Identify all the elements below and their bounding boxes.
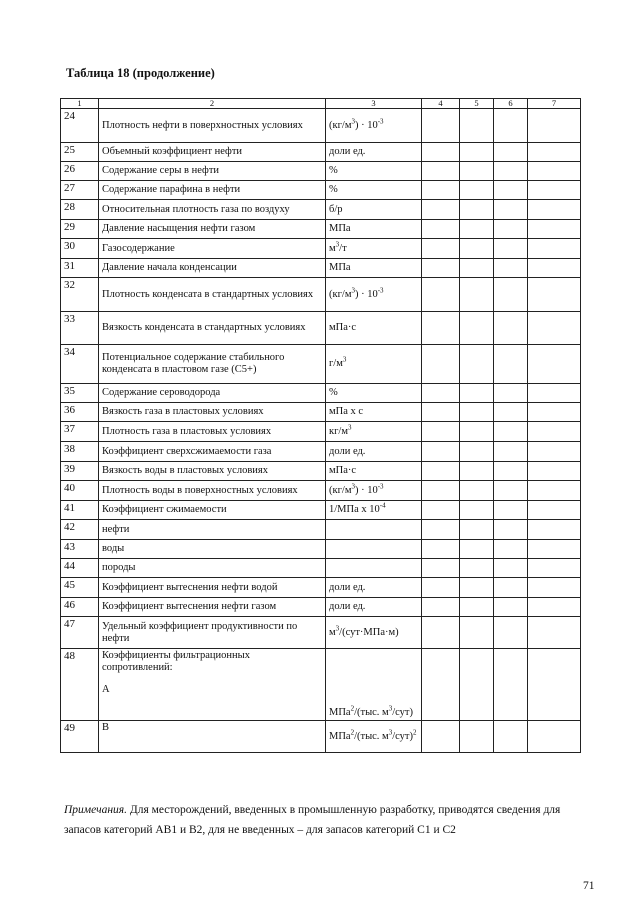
empty-value-cell: [422, 540, 460, 559]
unit-text: доли ед.: [329, 146, 366, 157]
table-row: [61, 578, 581, 598]
empty-value-cell: [494, 540, 528, 559]
parameter-name: Давление начала конденсации: [99, 259, 326, 278]
table-row: [61, 181, 581, 200]
table-row: [61, 384, 581, 403]
empty-value-cell: [528, 578, 581, 598]
unit-cell: [326, 617, 422, 649]
unit-cell: [326, 721, 422, 753]
empty-value-cell: [422, 617, 460, 649]
table-header-row: [61, 99, 581, 109]
parameter-name: Удельный коэффициент продуктивности по нефти: [99, 617, 326, 649]
unit-text: МПа: [329, 262, 351, 273]
empty-value-cell: [460, 200, 494, 220]
unit-cell: [326, 384, 422, 403]
empty-value-cell: [422, 649, 460, 721]
table-row: [61, 259, 581, 278]
unit-cell: [326, 345, 422, 384]
empty-value-cell: [422, 312, 460, 345]
parameter-name: Вязкость конденсата в стандартных условиях: [99, 312, 326, 345]
table-row: [61, 239, 581, 259]
unit-text: 1/МПа x $10^{-4}$: [329, 501, 386, 515]
properties-table: [60, 98, 581, 753]
empty-value-cell: [422, 559, 460, 578]
empty-value-cell: [494, 442, 528, 462]
empty-value-cell: [460, 109, 494, 143]
unit-text: мПа x с: [329, 406, 364, 417]
parameter-name: Плотность нефти в поверхностных условиях: [99, 109, 326, 143]
unit-cell: [326, 239, 422, 259]
empty-value-cell: [494, 162, 528, 181]
page-number: 71: [583, 880, 595, 892]
header-cell: 5: [460, 99, 494, 109]
row-number: 28: [61, 200, 99, 220]
table-row: [61, 721, 581, 753]
header-cell: 3: [326, 99, 422, 109]
row-number: 29: [61, 220, 99, 239]
empty-value-cell: [460, 501, 494, 520]
parameter-name: Относительная плотность газа по воздуху: [99, 200, 326, 220]
empty-value-cell: [494, 462, 528, 481]
empty-value-cell: [460, 143, 494, 162]
row-number: 48: [61, 649, 99, 721]
empty-value-cell: [494, 239, 528, 259]
unit-text: %: [329, 184, 338, 195]
parameter-name: Вязкость воды в пластовых условиях: [99, 462, 326, 481]
empty-value-cell: [460, 312, 494, 345]
empty-value-cell: [460, 442, 494, 462]
unit-cell: [326, 143, 422, 162]
empty-value-cell: [528, 181, 581, 200]
unit-cell: [326, 520, 422, 540]
empty-value-cell: [460, 540, 494, 559]
empty-value-cell: [494, 598, 528, 617]
table-row: [61, 598, 581, 617]
row-number: 37: [61, 422, 99, 442]
row-number: 40: [61, 481, 99, 501]
table-row: [61, 109, 581, 143]
empty-value-cell: [494, 559, 528, 578]
row-number: 34: [61, 345, 99, 384]
empty-value-cell: [528, 559, 581, 578]
empty-value-cell: [422, 403, 460, 422]
empty-value-cell: [422, 442, 460, 462]
parameter-name: Содержание серы в нефти: [99, 162, 326, 181]
unit-text: мПа·с: [329, 465, 357, 476]
unit-text: $м^3/(сут\cdot МПа\cdot м)$: [329, 624, 399, 638]
empty-value-cell: [460, 239, 494, 259]
parameter-name: Вязкость газа в пластовых условиях: [99, 403, 326, 422]
empty-value-cell: [528, 312, 581, 345]
parameter-name: Давление насыщения нефти газом: [99, 220, 326, 239]
empty-value-cell: [494, 259, 528, 278]
table-row: [61, 442, 581, 462]
empty-value-cell: [460, 422, 494, 442]
empty-value-cell: [528, 162, 581, 181]
empty-value-cell: [494, 181, 528, 200]
empty-value-cell: [528, 278, 581, 312]
empty-value-cell: [422, 278, 460, 312]
unit-cell: [326, 403, 422, 422]
empty-value-cell: [460, 617, 494, 649]
unit-cell: [326, 109, 422, 143]
unit-cell: [326, 259, 422, 278]
empty-value-cell: [460, 181, 494, 200]
unit-text: доли ед.: [329, 445, 366, 457]
unit-text: $г/м^3$: [329, 355, 347, 369]
empty-value-cell: [422, 578, 460, 598]
row-number: 47: [61, 617, 99, 649]
unit-cell: [326, 578, 422, 598]
unit-cell: [326, 312, 422, 345]
parameter-name: Коэффициент вытеснения нефти водой: [99, 578, 326, 598]
table-row: [61, 481, 581, 501]
empty-value-cell: [422, 462, 460, 481]
unit-cell: [326, 220, 422, 239]
unit-cell: [326, 540, 422, 559]
empty-value-cell: [460, 578, 494, 598]
table-row: [61, 540, 581, 559]
parameter-name: Плотность воды в поверхностных условиях: [99, 481, 326, 501]
row-number: 35: [61, 384, 99, 403]
empty-value-cell: [494, 403, 528, 422]
unit-text: $(кг/м^3) \cdot 10^{-3}$: [329, 286, 384, 300]
parameter-name: [99, 649, 326, 721]
unit-text: МПа$^2$/(тыс. $м^3/сут$): [329, 704, 413, 718]
table-title: Таблица 18 (продолжение): [66, 66, 215, 80]
unit-text: $(кг/м^3) \cdot 10^{-3}$: [329, 117, 384, 131]
empty-value-cell: [528, 481, 581, 501]
row-number: 26: [61, 162, 99, 181]
parameter-name: Коэффициент вытеснения нефти газом: [99, 598, 326, 617]
empty-value-cell: [494, 384, 528, 403]
empty-value-cell: [528, 345, 581, 384]
table-row: [61, 278, 581, 312]
table-row: [61, 403, 581, 422]
empty-value-cell: [494, 143, 528, 162]
empty-value-cell: [422, 721, 460, 753]
header-cell: 6: [494, 99, 528, 109]
row-number: 33: [61, 312, 99, 345]
empty-value-cell: [422, 220, 460, 239]
unit-text: %: [329, 387, 338, 398]
empty-value-cell: [422, 345, 460, 384]
empty-value-cell: [460, 559, 494, 578]
row-number: 27: [61, 181, 99, 200]
empty-value-cell: [460, 162, 494, 181]
empty-value-cell: [460, 649, 494, 721]
empty-value-cell: [460, 462, 494, 481]
unit-cell: [326, 442, 422, 462]
unit-cell: [326, 162, 422, 181]
row-number: 36: [61, 403, 99, 422]
empty-value-cell: [528, 259, 581, 278]
unit-cell: [326, 559, 422, 578]
empty-value-cell: [528, 442, 581, 462]
empty-value-cell: [422, 598, 460, 617]
row-number: 41: [61, 501, 99, 520]
empty-value-cell: [494, 578, 528, 598]
empty-value-cell: [494, 520, 528, 540]
unit-text: $(кг/м^3) \cdot 10^{-3}$: [329, 482, 384, 496]
empty-value-cell: [494, 345, 528, 384]
row-number: 49: [61, 721, 99, 753]
empty-value-cell: [494, 312, 528, 345]
empty-value-cell: [528, 143, 581, 162]
table-row: [61, 462, 581, 481]
parameter-name: воды: [99, 540, 326, 559]
unit-cell: [326, 278, 422, 312]
empty-value-cell: [528, 384, 581, 403]
empty-value-cell: [494, 422, 528, 442]
empty-value-cell: [528, 462, 581, 481]
empty-value-cell: [528, 540, 581, 559]
row-number: 24: [61, 109, 99, 143]
empty-value-cell: [460, 481, 494, 501]
empty-value-cell: [422, 520, 460, 540]
table-row: [61, 162, 581, 181]
parameter-name: Плотность газа в пластовых условиях: [99, 422, 326, 442]
parameter-name: породы: [99, 559, 326, 578]
unit-text: МПа: [329, 223, 351, 234]
empty-value-cell: [422, 481, 460, 501]
empty-value-cell: [494, 721, 528, 753]
empty-value-cell: [422, 162, 460, 181]
empty-value-cell: [528, 649, 581, 721]
parameter-name: В: [99, 721, 326, 753]
table-row: [61, 520, 581, 540]
table-row: [61, 649, 581, 721]
empty-value-cell: [494, 649, 528, 721]
empty-value-cell: [494, 220, 528, 239]
empty-value-cell: [460, 220, 494, 239]
table-row: [61, 501, 581, 520]
row-number: 45: [61, 578, 99, 598]
footnote: [64, 800, 594, 840]
unit-cell: [326, 462, 422, 481]
empty-value-cell: [422, 501, 460, 520]
empty-value-cell: [528, 220, 581, 239]
unit-text: б/р: [329, 203, 343, 215]
empty-value-cell: [460, 259, 494, 278]
unit-cell: [326, 181, 422, 200]
parameter-name: Объемный коэффициент нефти: [99, 143, 326, 162]
empty-value-cell: [460, 384, 494, 403]
footnote-lead: Примечания.: [64, 804, 128, 816]
unit-text: мПа·с: [329, 322, 357, 333]
row-number: 43: [61, 540, 99, 559]
empty-value-cell: [422, 109, 460, 143]
empty-value-cell: [494, 109, 528, 143]
empty-value-cell: [528, 598, 581, 617]
header-cell: 1: [61, 99, 99, 109]
empty-value-cell: [528, 422, 581, 442]
footnote-text: Для месторождений, введенных в промышленную разработку, приводятся сведения для запасов категорий АВ1 и В2, для не введенных – для запасов категорий С1 и С2: [64, 804, 561, 836]
table-row: [61, 345, 581, 384]
empty-value-cell: [528, 200, 581, 220]
table-row: [61, 143, 581, 162]
empty-value-cell: [494, 481, 528, 501]
unit-cell: [326, 481, 422, 501]
parameter-name: нефти: [99, 520, 326, 540]
empty-value-cell: [528, 109, 581, 143]
empty-value-cell: [494, 200, 528, 220]
parameter-name-text: Коэффициенты фильтрационных сопротивлений:: [102, 650, 250, 673]
parameter-sub-label: А: [102, 684, 110, 695]
empty-value-cell: [422, 181, 460, 200]
unit-cell: [326, 649, 422, 721]
unit-text: $м^3/т$: [329, 240, 347, 254]
row-number: 32: [61, 278, 99, 312]
empty-value-cell: [494, 501, 528, 520]
row-number: 46: [61, 598, 99, 617]
unit-cell: [326, 422, 422, 442]
parameter-name: Коэффициент сверхсжимаемости газа: [99, 442, 326, 462]
row-number: 30: [61, 239, 99, 259]
row-number: 42: [61, 520, 99, 540]
unit-text: доли ед.: [329, 601, 366, 612]
empty-value-cell: [460, 278, 494, 312]
parameter-name: Плотность конденсата в стандартных условиях: [99, 278, 326, 312]
row-number: 39: [61, 462, 99, 481]
row-number: 25: [61, 143, 99, 162]
empty-value-cell: [528, 520, 581, 540]
parameter-name: Потенциальное содержание стабильного конденсата в пластовом газе (С5+): [99, 345, 326, 384]
empty-value-cell: [422, 200, 460, 220]
unit-text: $кг/м^3$: [329, 423, 352, 437]
parameter-name: Коэффициент сжимаемости: [99, 501, 326, 520]
empty-value-cell: [460, 345, 494, 384]
empty-value-cell: [460, 721, 494, 753]
empty-value-cell: [528, 239, 581, 259]
unit-cell: [326, 200, 422, 220]
unit-text: МПа$^2$/(тыс. $м^3/сут)^2$: [329, 728, 417, 742]
table-row: [61, 422, 581, 442]
table-row: [61, 200, 581, 220]
empty-value-cell: [422, 259, 460, 278]
row-number: 38: [61, 442, 99, 462]
row-number: 44: [61, 559, 99, 578]
table-row: [61, 617, 581, 649]
empty-value-cell: [422, 143, 460, 162]
table-row: [61, 559, 581, 578]
parameter-name: Содержание парафина в нефти: [99, 181, 326, 200]
unit-cell: [326, 598, 422, 617]
empty-value-cell: [528, 617, 581, 649]
empty-value-cell: [528, 501, 581, 520]
empty-value-cell: [422, 239, 460, 259]
empty-value-cell: [460, 403, 494, 422]
header-cell: 7: [528, 99, 581, 109]
empty-value-cell: [422, 384, 460, 403]
empty-value-cell: [422, 422, 460, 442]
empty-value-cell: [494, 278, 528, 312]
unit-cell: [326, 501, 422, 520]
parameter-name: Содержание сероводорода: [99, 384, 326, 403]
empty-value-cell: [528, 721, 581, 753]
table-row: [61, 312, 581, 345]
header-cell: 4: [422, 99, 460, 109]
empty-value-cell: [528, 403, 581, 422]
unit-text: %: [329, 165, 338, 176]
row-number: 31: [61, 259, 99, 278]
parameter-name: Газосодержание: [99, 239, 326, 259]
empty-value-cell: [460, 520, 494, 540]
empty-value-cell: [494, 617, 528, 649]
table-row: [61, 220, 581, 239]
unit-text: доли ед.: [329, 581, 366, 593]
empty-value-cell: [460, 598, 494, 617]
header-cell: 2: [99, 99, 326, 109]
